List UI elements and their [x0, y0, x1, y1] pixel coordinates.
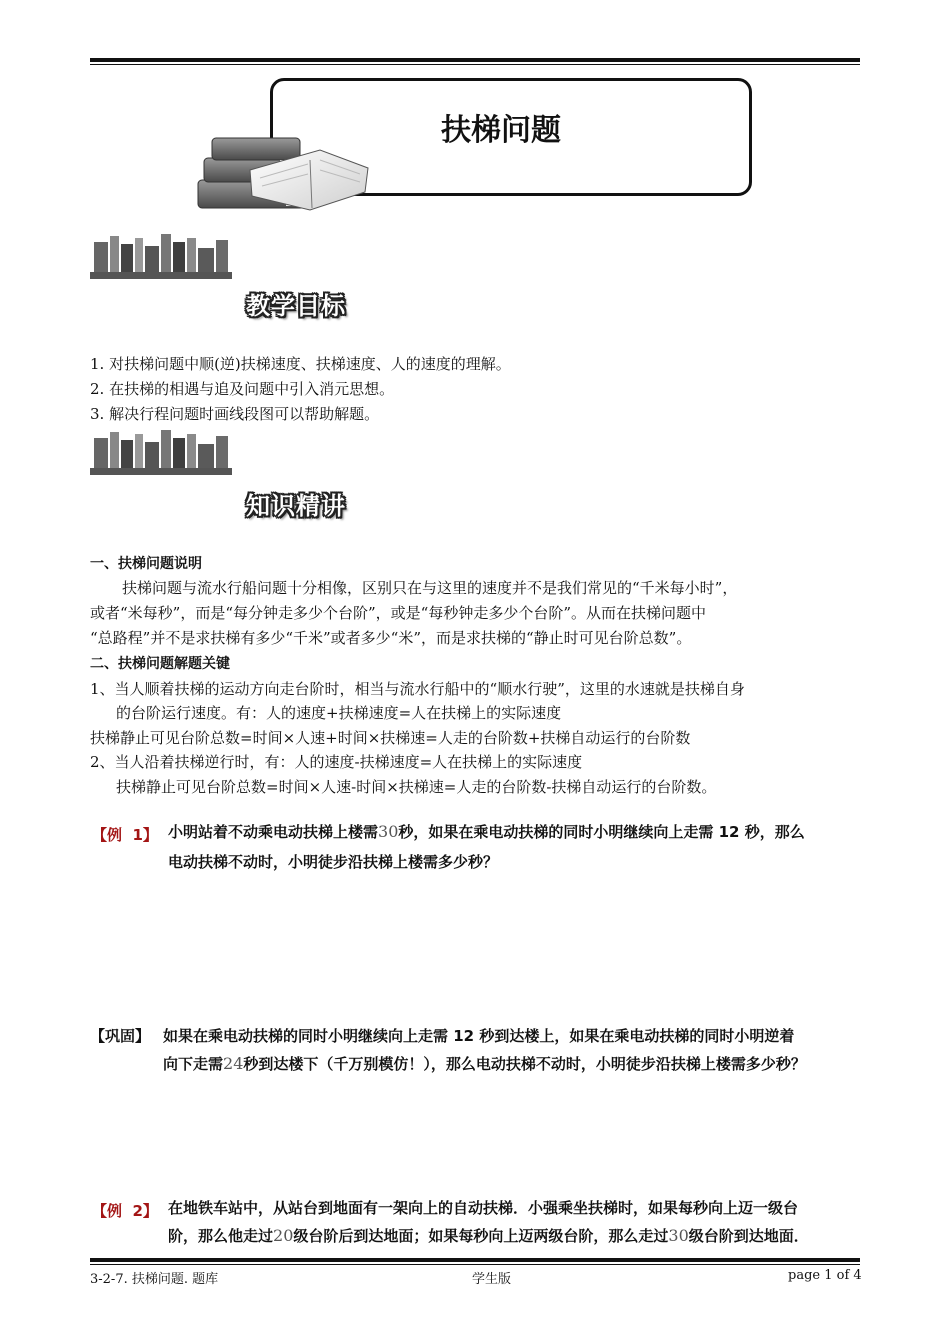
footer-rule-thick	[90, 1258, 860, 1262]
number-value: 30	[378, 822, 399, 841]
label-open: 【例	[92, 826, 123, 844]
text-segment: 小明站着不动乘电动扶梯上楼需	[168, 823, 379, 841]
text-segment: 阶，那么他走过	[168, 1227, 274, 1245]
objective-item: 2. 在扶梯的相遇与追及问题中引入消元思想。	[90, 380, 395, 398]
label-number: 1	[132, 826, 143, 844]
consolidate-line-2	[163, 1050, 806, 1078]
footer-center: 学生版	[472, 1272, 512, 1287]
example-2-line-2	[168, 1222, 809, 1250]
footer-left: 3-2-7. 扶梯问题. 题库	[90, 1272, 219, 1287]
footer-rule-thin	[90, 1264, 860, 1265]
consolidate-line-1: 如果在乘电动扶梯的同时小明继续向上走需 12 秒到达楼上，如果在乘电动扶梯的同时小明逆着	[163, 1027, 795, 1045]
section-title-knowledge: 知识精讲	[246, 492, 346, 520]
bookshelf-icon	[90, 428, 232, 476]
knowledge-paragraph-line: 1、当人顺着扶梯的运动方向走台阶时，相当与流水行船中的“顺水行驶”，这里的水速就是扶梯自身	[90, 680, 745, 698]
books-illustration	[190, 130, 380, 220]
header-rule-thick	[90, 58, 860, 62]
page-title: 扶梯问题	[441, 113, 561, 148]
knowledge-paragraph-line: 扶梯静止可见台阶总数=时间×人速+时间×扶梯速=人走的台阶数+扶梯自动运行的台阶数	[90, 729, 691, 747]
section-title-objectives: 教学目标	[246, 292, 346, 320]
footer-page-number: page 1 of 4	[788, 1268, 862, 1283]
bookshelf-icon	[90, 232, 232, 280]
consolidate-label: 【巩固】	[90, 1027, 151, 1045]
number-value: 24	[223, 1054, 244, 1073]
example-2-label	[92, 1200, 158, 1221]
knowledge-paragraph-line: 2、当人沿着扶梯逆行时，有：人的速度-扶梯速度=人在扶梯上的实际速度	[90, 753, 583, 771]
objective-item: 3. 解决行程问题时画线段图可以帮助解题。	[90, 405, 380, 423]
knowledge-paragraph-line: 或者“米每秒”，而是“每分钟走多少个台阶”，或是“每秒钟走多少个台阶”。从而在扶梯问题中	[90, 604, 707, 622]
text-segment: 级台阶后到达地面；如果每秒向上迈两级台阶，那么走过	[293, 1227, 669, 1245]
label-close: 】	[142, 826, 158, 844]
knowledge-paragraph-line: 的台阶运行速度。有：人的速度+扶梯速度=人在扶梯上的实际速度	[116, 704, 562, 722]
text-segment: 向下走需	[163, 1055, 224, 1073]
knowledge-paragraph-line: 扶梯问题与流水行船问题十分相像，区别只在与这里的速度并不是我们常见的“千米每小时”，	[122, 579, 738, 597]
label-close: 】	[142, 1202, 158, 1220]
label-number: 2	[132, 1202, 143, 1220]
header-rule-thin	[90, 64, 860, 65]
example-1-line-1	[168, 818, 805, 846]
text-segment: 级台阶到达地面．	[688, 1227, 809, 1245]
number-value: 20	[273, 1226, 294, 1245]
knowledge-heading-2: 二、扶梯问题解题关键	[90, 656, 230, 672]
text-segment: 秒到达楼下（千万别模仿！），那么电动扶梯不动时，小明徒步沿扶梯上楼需多少秒？	[243, 1055, 806, 1073]
knowledge-heading-1: 一、扶梯问题说明	[90, 556, 202, 572]
example-2-line-1: 在地铁车站中，从站台到地面有一架向上的自动扶梯．小强乘坐扶梯时，如果每秒向上迈一级台	[168, 1199, 799, 1217]
objective-item: 1. 对扶梯问题中顺(逆)扶梯速度、扶梯速度、人的速度的理解。	[90, 355, 511, 373]
knowledge-paragraph-line: “总路程”并不是求扶梯有多少“千米”或者多少“米”，而是求扶梯的“静止时可见台阶总数”。	[90, 629, 692, 647]
label-open: 【例	[92, 1202, 123, 1220]
example-1-label	[92, 824, 158, 845]
number-value: 30	[668, 1226, 689, 1245]
knowledge-paragraph-line: 扶梯静止可见台阶总数=时间×人速-时间×扶梯速=人走的台阶数-扶梯自动运行的台阶数。	[116, 778, 717, 796]
text-segment: 秒，如果在乘电动扶梯的同时小明继续向上走需 12 秒，那么	[398, 823, 805, 841]
example-1-line-2: 电动扶梯不动时，小明徒步沿扶梯上楼需多少秒？	[168, 853, 499, 871]
